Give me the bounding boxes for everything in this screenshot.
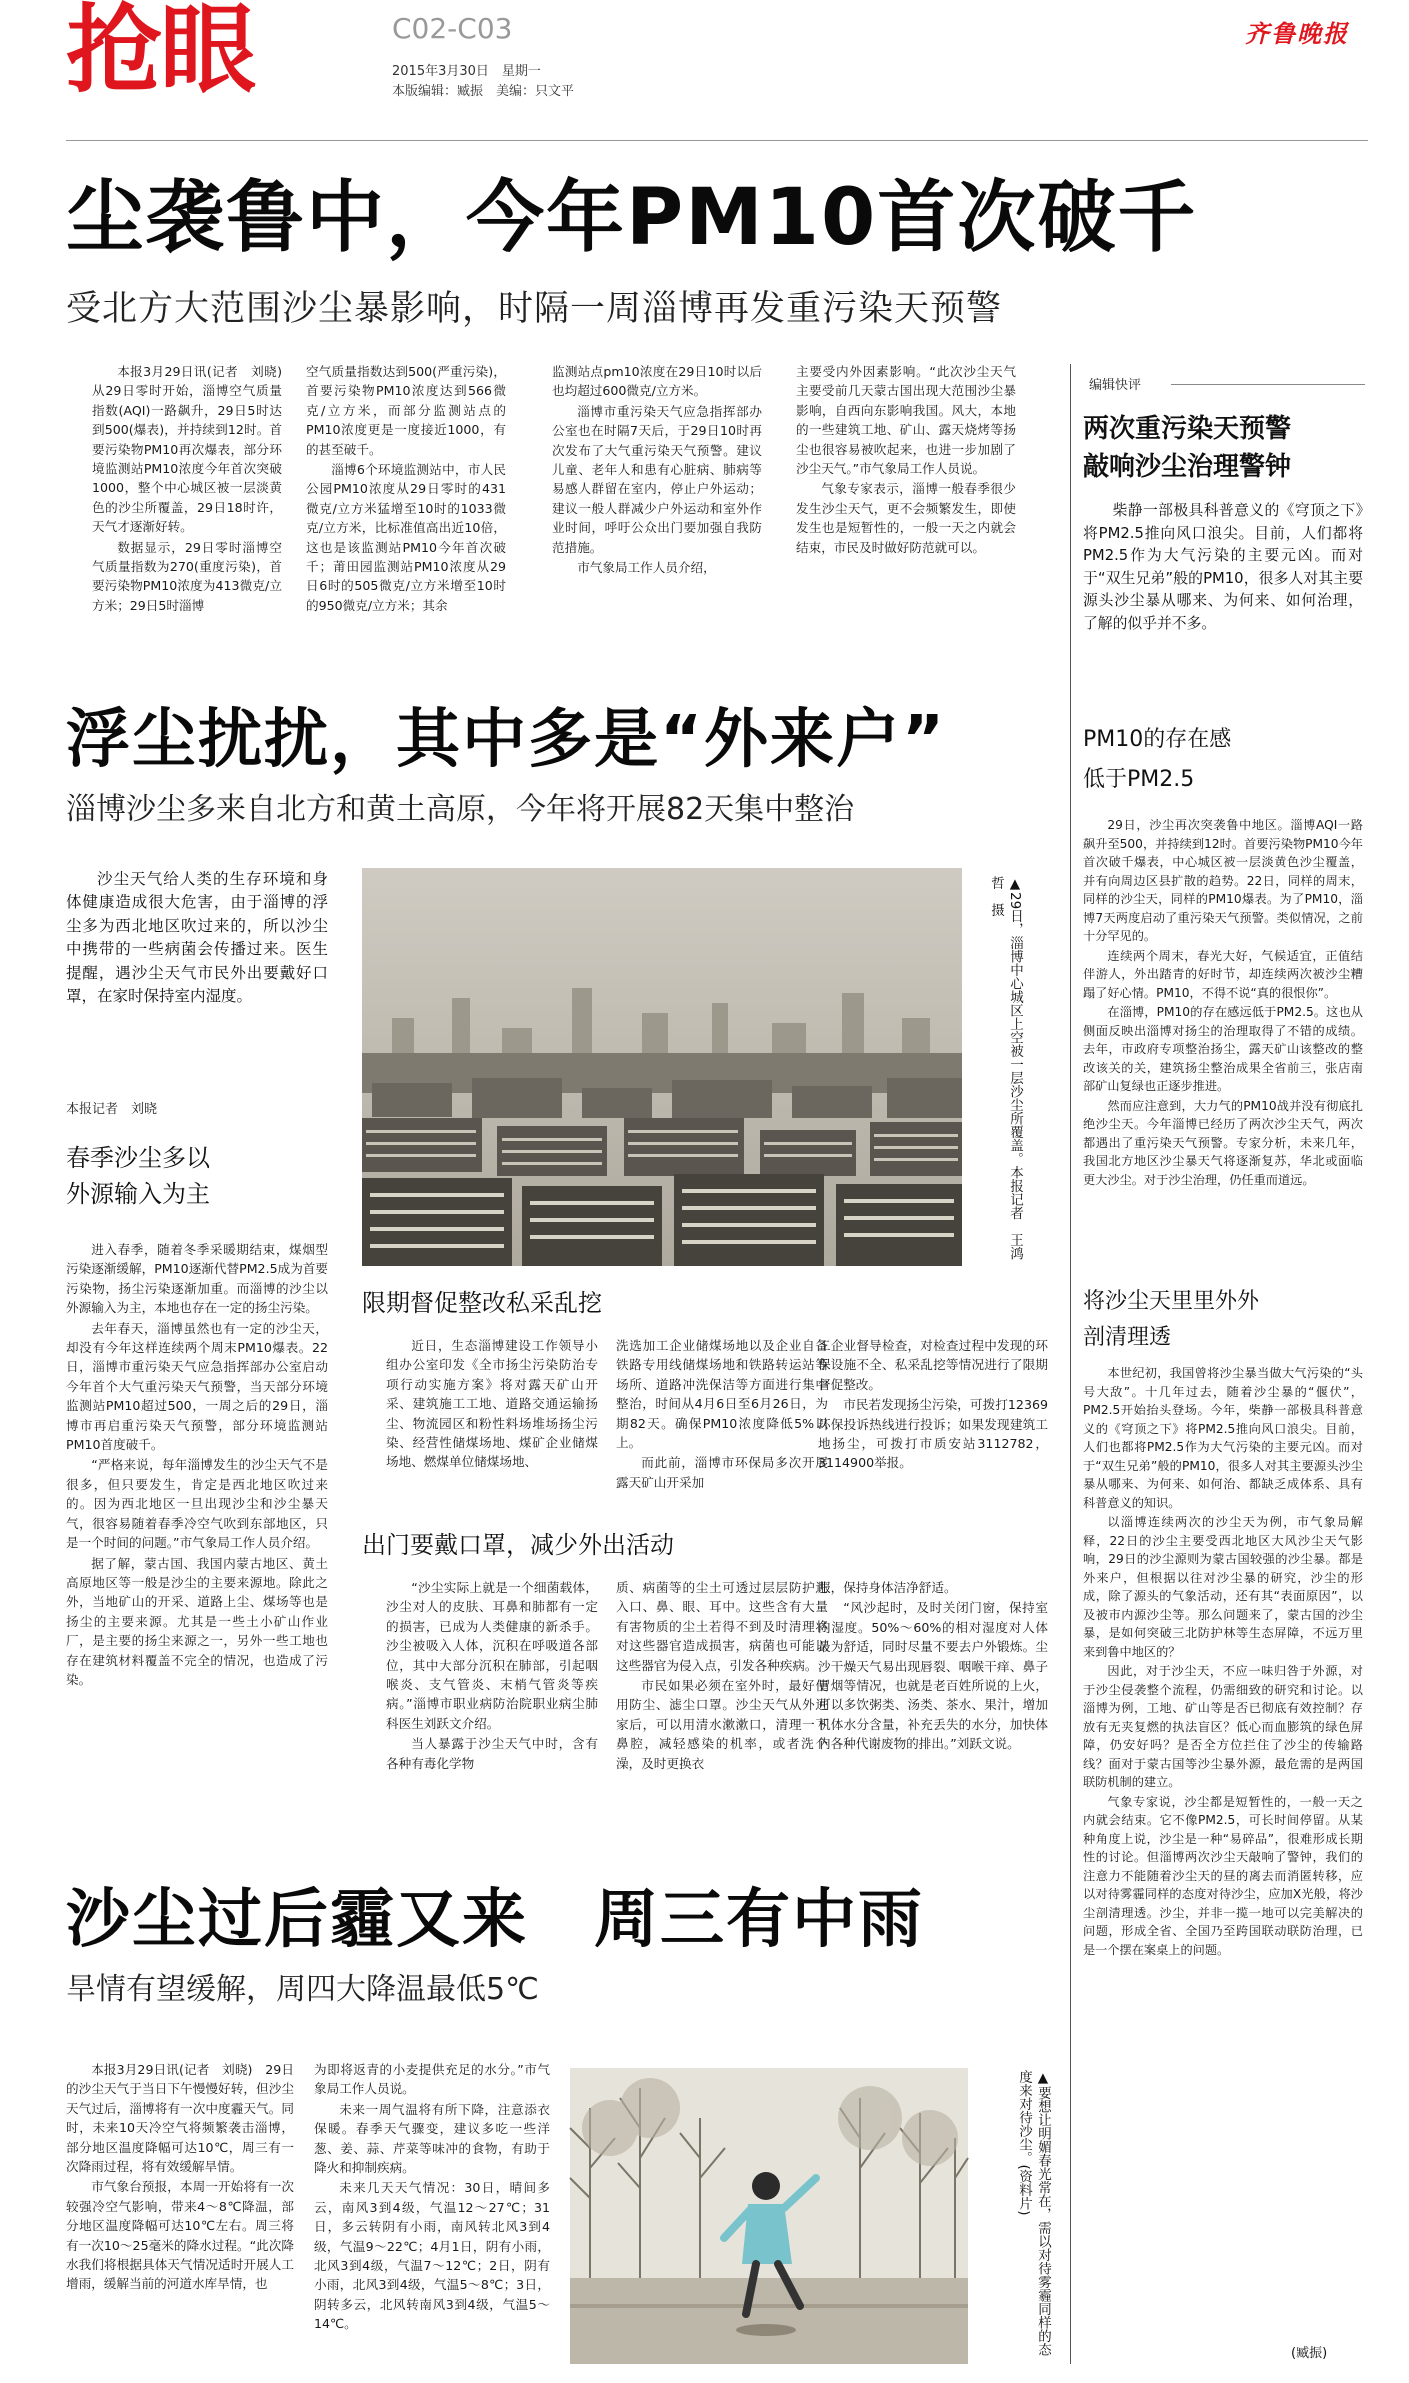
paragraph: 在淄博，PM10的存在感远低于PM2.5。这也从侧面反映出淄博对扬尘的治理取得了不错的成绩。去年，市政府专项整治扬尘，露天矿山该整改的整改该关的关，建筑扬尘整治成果全省前三，张店南部矿山复绿也正逐步推进。 xyxy=(1083,1005,1363,1093)
paragraph: 而此前，淄博市环保局多次开展露天矿山开采加 xyxy=(616,1455,828,1490)
story2-headline: 浮尘扰扰，其中多是“外来户” xyxy=(66,703,947,777)
paper-logo: 齐鲁晚报 xyxy=(1245,19,1349,48)
sidebar-intro xyxy=(1083,500,1363,690)
paragraph: 未来一周气温将有所下降，注意添衣保暖。春季天气骤变，建议多吃一些洋葱、姜、蒜、芹菜等味冲的食物，有助于降火和抑制疾病。 xyxy=(314,2101,550,2176)
date-line: 2015年3月30日 星期一 xyxy=(392,64,541,79)
story2-byline: 本报记者 刘晓 xyxy=(66,1102,158,1117)
sidebar-label-text: 编辑快评 xyxy=(1089,378,1142,393)
section2-title: 限期督促整改私采乱挖 xyxy=(362,1289,602,1317)
paragraph: 当人暴露于沙尘天气中时，含有各种有毒化学物 xyxy=(386,1736,598,1771)
paragraph: 连续两个周末，春光大好，气候适宜，正值结伴游人，外出踏青的好时节，却连续两次被沙尘糟蹋了好心情。PM10，不得不说“真的很恨你”。 xyxy=(1083,948,1363,1000)
sidebar-title-line1: 两次重污染天预警 xyxy=(1083,414,1292,444)
section-title: 抢眼 xyxy=(66,0,254,106)
paragraph: 市气象台预报，本周一开始将有一次较强冷空气影响，带来4～8℃降温，部分地区温度降幅可达10℃左右。周三将有一次10～25毫米的降水过程。“此次降水我们将根据具体天气情况适时开展人工增雨，缓解当前的河道水库旱情，也 xyxy=(66,2179,294,2292)
paragraph: “风沙起时，及时关闭门窗，保持室内湿度。50%～60%的相对湿度对人体最为舒适，同时尽量不要去户外锻炼。尘沙干燥天气易出现唇裂、咽喉干痒、鼻子冒烟等情况，也就是老百姓所说的上火，可以多饮粥类、汤类、茶水、果汁，增加机体水分含量，补充丢失的水分，加快体内各种代谢废物的排出。”刘跃文说。 xyxy=(818,1600,1048,1752)
sidebar-label-rule xyxy=(1171,384,1365,385)
sidebar-sec2-title-line2: 剖清理透 xyxy=(1083,1325,1172,1350)
paragraph: 质、病菌等的尘土可透过层层防护进入口、鼻、眼、耳中。这些含有大量有害物质的尘土若得不到及时清理将对这些器官造成损害，病菌也可能以这些器官为侵入点，引发各种疾病。 xyxy=(616,1580,828,1673)
paragraph: 主要受内外因素影响。“此次沙尘天气主要受前几天蒙古国出现大范围沙尘暴影响，自西向东影响我国。风大，本地的一些建筑工地、矿山、露天烧烤等扬尘也很容易被吹起来，也进一步加剧了沙尘天气。”市气象局工作人员说。 xyxy=(796,364,1016,477)
paragraph: 未来几天天气情况：30日，晴间多云，南风3到4级，气温12～27℃；31日，多云转阴有小雨，南风转北风3到4级，气温9～22℃；4月1日，阴有小雨，北风3到4级，气温7～12℃；2日，阴有小雨，北风3到4级，气温5～8℃；3日，阴转多云，北风转南风3到4级，气温5～14℃。 xyxy=(314,2180,550,2332)
editor-line: 本版编辑：臧振 美编：只文平 xyxy=(392,84,575,99)
paragraph: 本报3月29日讯(记者 刘晓) 从29日零时开始，淄博空气质量指数(AQI)一路飙升，29日5时达到500(爆表)，并持续到12时。首要污染物PM10再次爆表，部分环境监测站PM10浓度今年首次突破1000，整个中心城区被一层淡黄色的沙尘所覆盖，29日18时许，天气才逐渐好转。 xyxy=(92,364,295,535)
story2-subhead: 淄博沙尘多来自北方和黄土高原，今年将开展82天集中整治 xyxy=(66,792,855,827)
sidebar-sec2-body xyxy=(1083,1364,1363,2340)
intro-paragraph: 柴静一部极具科普意义的《穹顶之下》将PM2.5推向风口浪尖。目前，人们都将PM2.5作为大气污染的主要元凶。而对于“双生兄弟”般的PM10，很多人对其主要源头沙尘暴从哪来、为何来、如何治理，了解的似乎并不多。 xyxy=(1083,502,1363,632)
child-park-illustration xyxy=(570,2068,968,2364)
story1-col1 xyxy=(92,362,295,662)
sidebar-sec1-title xyxy=(1083,720,1363,800)
section2-col2 xyxy=(616,1336,828,1512)
section1-title xyxy=(66,1140,328,1212)
paragraph: 服，保持身体洁净舒适。 xyxy=(818,1580,957,1595)
story1-col2 xyxy=(306,362,506,662)
paragraph: 以淄博连续两次的沙尘天为例，市气象局解释，22日的沙尘主要受西北地区大风沙尘天气影响，29日的沙尘源则为蒙古国较强的沙尘暴。都是外来户，但根据以往对沙尘暴的研究，沙尘的形成，除了源头的气象活动，还有其“表面原因”，以及被市内源沙尘等。那么问题来了，蒙古国的沙尘暴，是如何突破三北防护林等生态屏障，不远万里来到鲁中地区的？ xyxy=(1083,1515,1363,1659)
paragraph: 气象专家说，沙尘都是短暂性的，一般一天之内就会结束。它不像PM2.5，可长时间停留。从某种角度上说，沙尘是一种“易碎品”，很难形成长期性的讨论。但淄博两次沙尘天敲响了警钟，我们的注意力不能随着沙尘天的昼的离去而消匿转移，应以对待雾霾同样的态度对待沙尘，应加X光般，将沙尘剖清理透。沙尘，并非一揽一地可以完美解决的问题，形成全省、全国乃至跨国联动联防治理，已是一个摆在案桌上的问题。 xyxy=(1083,1794,1363,1957)
paragraph: 去年春天，淄博虽然也有一定的沙尘天，却没有今年这样连续两个周末PM10爆表。22日，淄博市重污染天气应急指挥部办公室启动今年首个大气重污染天气预警，当天部分环境监测站PM10超过500，一周之后的29日，淄博市再启重污染天气预警，部分环境监测站PM10首度破千。 xyxy=(66,1320,328,1453)
paragraph: “严格来说，每年淄博发生的沙尘天气不是很多，但只要发生，肯定是西北地区吹过来的。因为西北地区一旦出现沙尘和沙尘暴天气，很容易随着春季冷空气吹到东部地区，只是一个时间的问题。”市气象局工作人员介绍。 xyxy=(66,1457,328,1551)
paragraph: 市民如果必须在室外时，最好使用防尘、滤尘口罩。沙尘天气从外进家后，可以用清水漱漱口，清理一下鼻腔，减轻感染的机率，或者洗个澡，及时更换衣 xyxy=(616,1678,828,1771)
sidebar-sec1-body xyxy=(1083,816,1363,1270)
story1-headline: 尘袭鲁中，今年PM10首次破千 xyxy=(66,173,1198,263)
paragraph: 气象专家表示，淄博一般春季很少发生沙尘天气，更不会频繁发生，即使发生也是短暂性的，一般一天之内就会结束，市民及时做好防范就可以。 xyxy=(796,481,1016,555)
section2-col1 xyxy=(386,1336,598,1512)
story3-col2 xyxy=(314,2060,550,2362)
paragraph: 据了解，蒙古国、我国内蒙古地区、黄土高原地区等一般是沙尘的主要来源地。除此之外，当地矿山的开采、道路上尘、煤场等也是扬尘的主要来源。尤其是一些土小矿山作业厂，是主要的扬尘来源之一，另外一些工地也存在建筑材料覆盖不完全的情况，也造成了污染。 xyxy=(66,1555,328,1687)
paragraph: 为即将返青的小麦提供充足的水分。”市气象局工作人员说。 xyxy=(314,2062,550,2097)
story3-headline: 沙尘过后霾又来 周三有中雨 xyxy=(66,1883,924,1957)
story3-col1 xyxy=(66,2060,294,2362)
paragraph: 29日，沙尘再次突袭鲁中地区。淄博AQI一路飙升至500，并持续到12时。首要污染物PM10今年首次破千爆表，中心城区被一层淡黄色沙尘覆盖，并有向周边区县扩散的趋势。22日，同样的周末，同样的沙尘天，同样的PM10爆表。为了PM10，淄博7天两度启动了重污染天气预警。类似情况，之前十分罕见的。 xyxy=(1083,818,1363,943)
paragraph: 洗选加工企业储煤场地以及企业自备铁路专用线储煤场地和铁路转运站等场所、道路冲洗保洁等方面进行集中整治，时间从4月6日至6月26日，为期82天。确保PM10浓度降低5%以上。 xyxy=(616,1338,828,1451)
dust-city-photo xyxy=(362,868,962,1266)
sidebar-label xyxy=(1089,374,1141,393)
sidebar-sec2-title xyxy=(1083,1284,1363,1356)
masthead xyxy=(0,0,1409,140)
paragraph: 进入春季，随着冬季采暖期结束，煤烟型污染逐渐缓解，PM10逐渐代替PM2.5成为首要污染物，扬尘污染逐渐加重。而淄博的沙尘以外源输入为主，本地也存在一定的扬尘污染。 xyxy=(66,1242,328,1316)
paragraph: 本世纪初，我国曾将沙尘暴当做大气污染的“头号大敌”。十几年过去，随着沙尘暴的“偃伏”，PM2.5开始抬头登场。今年，柴静一部极具科普意义的《穹顶之下》将PM2.5推向风口浪尖。目前，人们也都将PM2.5作为大气污染的主要元凶。而对于“双生兄弟”般的PM10，很多人对其主要源头沙尘暴从哪来、为何来、如何治、都缺乏成体系、具有科普意义的知识。 xyxy=(1083,1366,1363,1510)
paragraph: 监测站点pm10浓度在29日10时以后也均超过600微克/立方米。 xyxy=(552,364,762,399)
section1-title-line2: 外源输入为主 xyxy=(66,1180,210,1208)
paragraph: 近日，生态淄博建设工作领导小组办公室印发《全市扬尘污染防治专项行动实施方案》将对露天矿山开采、建筑施工工地、道路交通运输扬尘、物流园区和粉性料场堆场扬尘污染、经营性储煤场地、煤矿企业储煤场地、燃煤单位储煤场地、 xyxy=(386,1338,598,1470)
commentary-sidebar xyxy=(1070,364,1372,2364)
story2-lead xyxy=(66,868,328,1048)
paragraph: 市民若发现扬尘污染，可拨打12369环保投诉热线进行投诉；如果发现建筑工地扬尘，可拨打市质安站3112782，3114900举报。 xyxy=(818,1397,1048,1471)
sidebar-title-line2: 敲响沙尘治理警钟 xyxy=(1083,452,1292,482)
paragraph: 本报3月29日讯(记者 刘晓) 29日的沙尘天气于当日下午慢慢好转，但沙尘天气过后，淄博将有一次中度霾天气。同时，未来10天冷空气将频繁袭击淄博，部分地区温度降幅可达10℃，周三有一次降雨过程，将有效缓解旱情。 xyxy=(66,2062,294,2175)
sidebar-title xyxy=(1083,410,1373,486)
sidebar-signature: (臧振) xyxy=(1291,2346,1328,2361)
story1-col4 xyxy=(796,362,1016,662)
section3-col1 xyxy=(386,1578,598,1878)
section3-col3 xyxy=(818,1578,1048,1878)
lead-paragraph: 沙尘天气给人类的生存环境和身体健康造成很大危害，由于淄博的浮尘多为西北地区吹过来的，所以沙尘中携带的一些病菌会传播过来。医生提醒，遇沙尘天气市民外出要戴好口罩，在家时保持室内湿度。 xyxy=(66,870,328,1006)
paragraph: 淄博6个环境监测站中，市人民公园PM10浓度从29日零时的431微克/立方米猛增至10时的1033微克/立方米，比标准值高出近10倍，这也是该监测站PM10今年首次破千；莆田园监测站PM10浓度从29日6时的505微克/立方米增至10时的950微克/立方米；其余 xyxy=(306,462,506,613)
paragraph: 市气象局工作人员介绍， xyxy=(577,560,716,576)
page-numbers: C02-C03 xyxy=(392,12,513,45)
paragraph: 因此，对于沙尘天，不应一味归咎于外源，对于沙尘侵袭整个流程，仍需细致的研究和讨论。以淄博为例，工地、矿山等是否已彻底有效控制？存放有无夹复燃的执法盲区？低心而血膨筑的绿色屏障，仍安好吗？是否全方位拦住了沙尘的传输路线？面对于蒙古国等沙尘暴外源，最危需的是两国联防机制的建立。 xyxy=(1083,1664,1363,1789)
story1-subhead: 受北方大范围沙尘暴影响，时隔一周淄博再发重污染天预警 xyxy=(66,289,1003,329)
section2-col3 xyxy=(818,1336,1048,1512)
paragraph: “沙尘实际上就是一个细菌载体，沙尘对人的皮肤、耳鼻和肺都有一定的损害，已成为人类健康的新杀手。沙尘被吸入人体，沉积在呼吸道各部位，其中大部分沉积在肺部，引起咽喉炎、支气管炎、末梢气管炎等疾病。”淄博市职业病防治院职业病尘肺科医生刘跃文介绍。 xyxy=(386,1580,598,1731)
section3-col2 xyxy=(616,1578,828,1878)
section3-title: 出门要戴口罩，减少外出活动 xyxy=(362,1531,674,1559)
paragraph: 工企业督导检查，对检查过程中发现的环保设施不全、私采乱挖等情况进行了限期督促整改。 xyxy=(818,1338,1048,1392)
story3-subhead: 旱情有望缓解，周四大降温最低5℃ xyxy=(66,1972,539,2007)
paragraph: 空气质量指数达到500(严重污染)，首要污染物PM10浓度达到566微克/立方米，而部分监测站点的PM10浓度更是一度接近1000，有的甚至破千。 xyxy=(306,364,506,457)
masthead-divider xyxy=(66,140,1368,141)
section1-body xyxy=(66,1240,328,1870)
story1-col3 xyxy=(552,362,762,662)
sidebar-sec1-title-line1: PM10的存在感 xyxy=(1083,727,1232,752)
paragraph: 数据显示，29日零时淄博空气质量指数为270(重度污染)，首要污染物PM10浓度为413微克/立方米；29日5时淄博 xyxy=(92,539,282,613)
child-spring-photo xyxy=(570,2068,968,2364)
paragraph: 淄博市重污染天气应急指挥部办公室也在时隔7天后，于29日10时再次发布了大气重污染天气预警。建议儿童、老年人和患有心脏病、肺病等易感人群留在室内，停止户外运动；建议一般人群减少户外运动和室外作业时间，呼吁公众出门要加强自我防范措施。 xyxy=(552,403,762,555)
section1-title-line1: 春季沙尘多以 xyxy=(66,1144,210,1172)
paragraph: 然而应注意到，大力气的PM10战并没有彻底扎绝沙尘天。今年淄博已经历了两次沙尘天气，两次都遇出了重污染天气预警。专家分析，未来几年，我国北方地区沙尘暴天气将逐渐复苏，华北或面临更大沙尘。对于沙尘治理，仍任重而道远。 xyxy=(1083,1098,1363,1187)
child-photo-caption: ▲要想让明媚春光常在，需以对待雾霾同样的态度来对待沙尘。(资料片) xyxy=(1016,2070,1051,2356)
sidebar-sec1-title-line2: 低于PM2.5 xyxy=(1083,767,1195,792)
dust-city-illustration xyxy=(362,868,962,1266)
dust-photo-caption: ▲29日，淄博中心城区上空被一层沙尘所覆盖。本报记者 王鸿哲 摄 xyxy=(988,876,1023,1261)
sidebar-sec2-title-line1: 将沙尘天里里外外 xyxy=(1083,1289,1260,1314)
